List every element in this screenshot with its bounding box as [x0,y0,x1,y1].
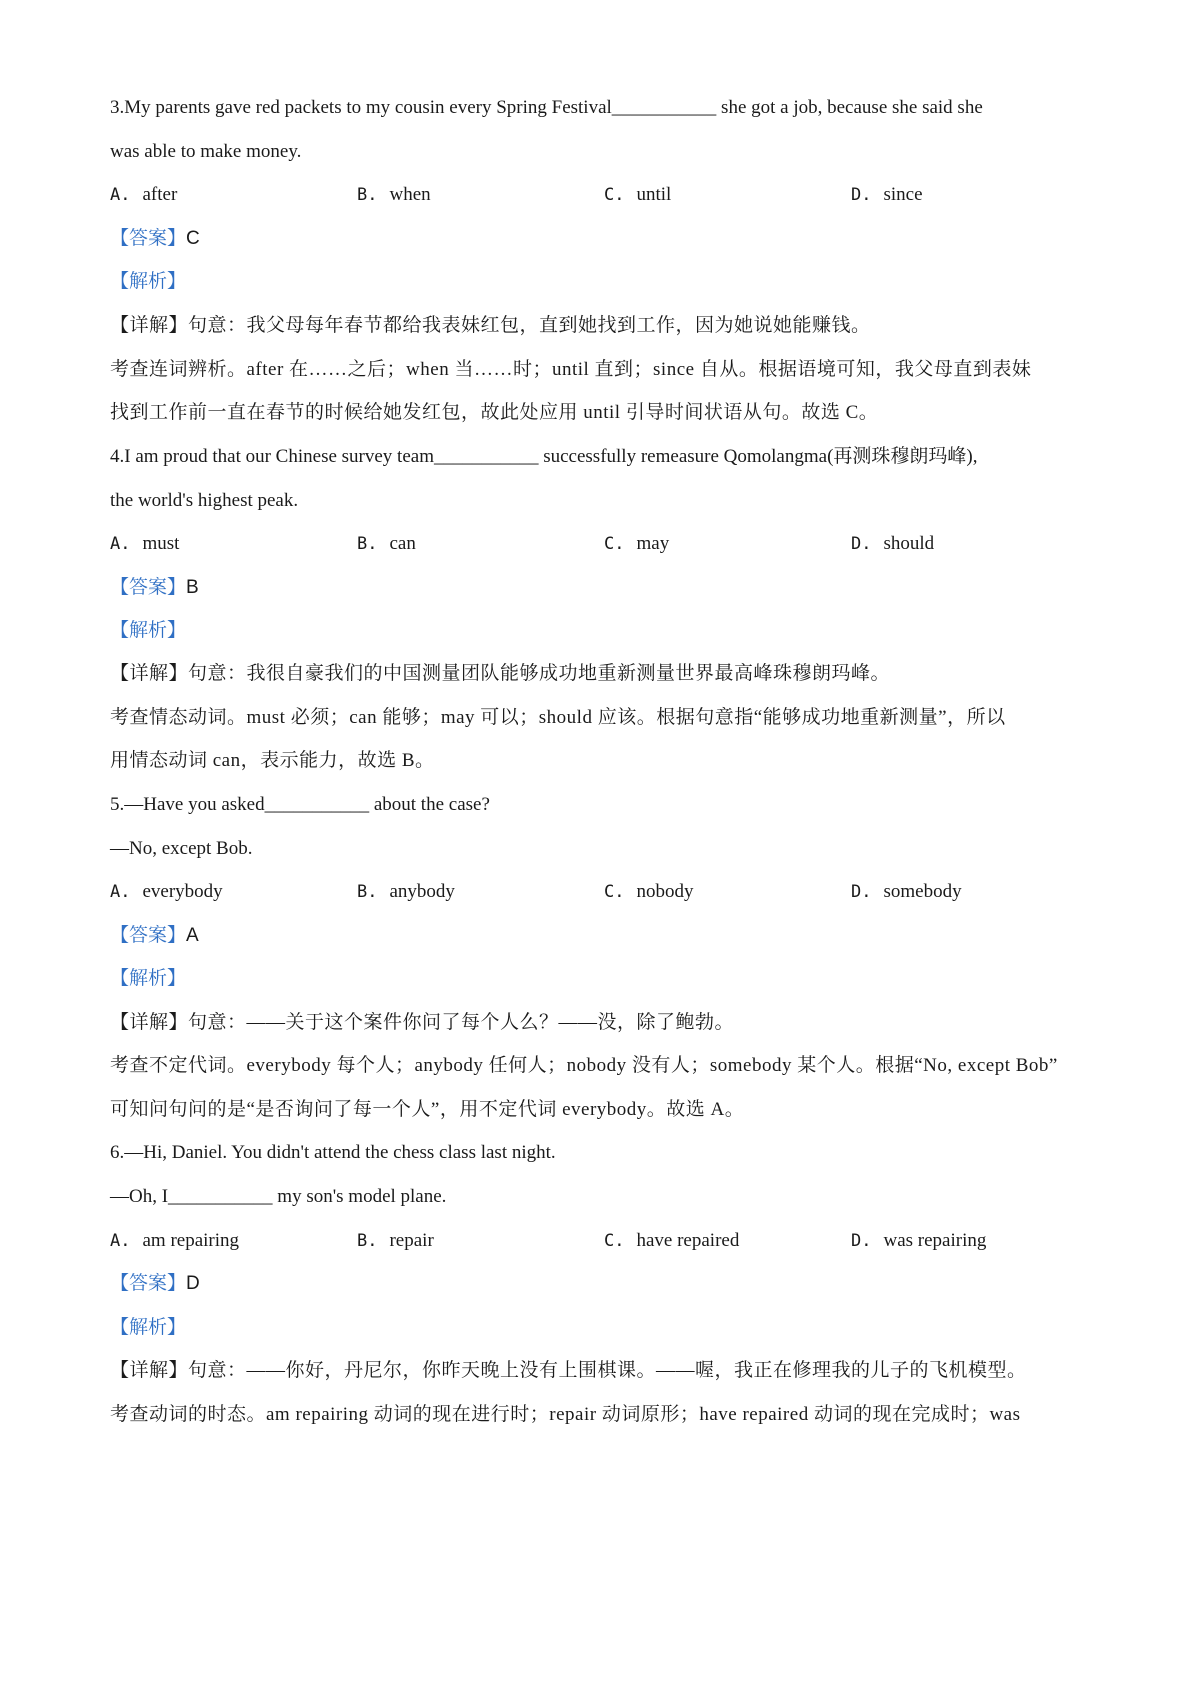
question-3-detail: 【详解】句意：我父母每年春节都给我表妹红包，直到她找到工作，因为她说她能赚钱。 [110,315,871,336]
question-5-explanation-line-1: 考查不定代词。everybody 每个人；anybody 任何人；nobody 没有人；somebody 某个人。根据“No, except Bob” [110,1055,1058,1076]
question-6-detail: 【详解】句意：——你好，丹尼尔，你昨天晚上没有上围棋课。——喔，我正在修理我的儿子的飞机模型。 [110,1360,1027,1381]
question-6-analysis-label: 【解析】 [110,1317,187,1338]
question-4-stem-line-2: the world's highest peak. [110,490,299,511]
question-5-explanation-line-2: 可知问句问的是“是否询问了每一个人”，用不定代词 everybody。故选 A。 [110,1099,745,1120]
question-3-option-a: A. after [110,184,178,205]
question-3-option-c: C. until [604,184,672,205]
question-5-analysis-label: 【解析】 [110,968,187,989]
question-4-option-c: C. may [604,533,670,554]
question-6-answer: 【答案】D [110,1273,200,1294]
question-5-stem-line-1: 5.—Have you asked___________ about the case? [110,794,490,815]
question-6-stem-line-2: —Oh, I___________ my son's model plane. [110,1186,447,1207]
question-4-stem-line-1: 4.I am proud that our Chinese survey team___________ successfully remeasure Qomolangma(再测珠穆朗玛峰), [110,446,978,467]
question-6-option-b: B. repair [357,1230,434,1251]
question-5-option-a: A. everybody [110,881,223,902]
question-6-explanation-line-1: 考查动词的时态。am repairing 动词的现在进行时；repair 动词原形；have repaired 动词的现在完成时；was [110,1404,1021,1425]
question-3-option-d: D. since [851,184,923,205]
question-5-option-c: C. nobody [604,881,694,902]
question-5-option-b: B. anybody [357,881,455,902]
question-4-detail: 【详解】句意：我很自豪我们的中国测量团队能够成功地重新测量世界最高峰珠穆朗玛峰。 [110,663,891,684]
question-5-stem-line-2: —No, except Bob. [110,838,253,859]
question-5-detail: 【详解】句意：——关于这个案件你问了每个人么？——没，除了鲍勃。 [110,1012,735,1033]
question-3-option-b: B. when [357,184,431,205]
question-6-option-a: A. am repairing [110,1230,240,1251]
question-3-analysis-label: 【解析】 [110,271,187,292]
question-4-analysis-label: 【解析】 [110,620,187,641]
question-3-stem-line-2: was able to make money. [110,141,302,162]
question-6-option-c: C. have repaired [604,1230,740,1251]
question-3-explanation-line-2: 找到工作前一直在春节的时候给她发红包，故此处应用 until 引导时间状语从句。故选 C。 [110,402,879,423]
question-3-answer: 【答案】C [110,228,200,249]
question-5-answer: 【答案】A [110,925,199,946]
question-4-explanation-line-1: 考查情态动词。must 必须；can 能够；may 可以；should 应该。根据句意指“能够成功地重新测量”，所以 [110,707,1006,728]
question-4-explanation-line-2: 用情态动词 can，表示能力，故选 B。 [110,750,435,771]
question-4-option-d: D. should [851,533,935,554]
question-4-option-b: B. can [357,533,416,554]
question-3-stem-line-1: 3.My parents gave red packets to my cousin every Spring Festival___________ she got a job, because she said she [110,97,983,118]
question-4-answer: 【答案】B [110,577,199,598]
question-6-option-d: D. was repairing [851,1230,987,1251]
question-6-stem-line-1: 6.—Hi, Daniel. You didn't attend the chess class last night. [110,1142,556,1163]
question-3-explanation-line-1: 考查连词辨析。after 在……之后；when 当……时；until 直到；since 自从。根据语境可知，我父母直到表妹 [110,359,1032,380]
question-5-option-d: D. somebody [851,881,962,902]
question-4-option-a: A. must [110,533,180,554]
